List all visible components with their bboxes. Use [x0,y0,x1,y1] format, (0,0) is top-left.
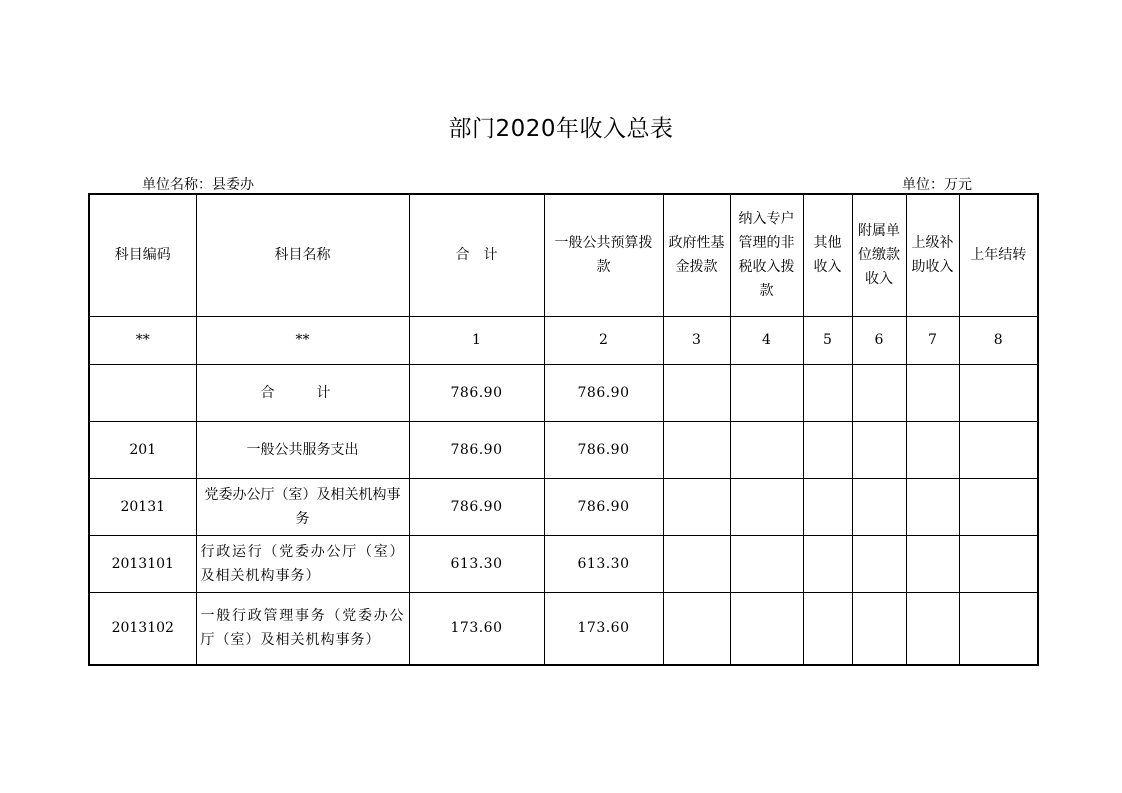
code-cell: 2013102 [89,592,196,665]
affiliated-cell [852,535,906,592]
col-header-superior: 上级补助收入 [906,194,959,316]
unit-label: 单位：万元 [902,177,972,193]
header-row [89,194,1038,316]
col-header-carryover: 上年结转 [959,194,1038,316]
carryover-cell [959,421,1038,478]
other-cell [803,535,852,592]
name-cell: 一般公共服务支出 [196,421,409,478]
total-cell: 786.90 [409,364,544,421]
index-cell: 5 [803,316,852,364]
index-cell: 7 [906,316,959,364]
superior-cell [906,421,959,478]
code-cell [89,364,196,421]
name-cell: 一般行政管理事务（党委办公厅（室）及相关机构事务） [196,592,409,665]
name-cell: 行政运行（党委办公厅（室）及相关机构事务） [196,535,409,592]
table-row [89,478,1038,535]
affiliated-cell [852,421,906,478]
page-title: 部门2020年收入总表 [448,116,674,142]
carryover-cell [959,364,1038,421]
superior-cell [906,535,959,592]
unit-name-label: 单位名称：县委办 [142,177,254,193]
total-cell: 786.90 [409,478,544,535]
general-budget-cell: 173.60 [544,592,663,665]
index-cell: 3 [663,316,730,364]
col-header-affiliated: 附属单位缴款收入 [852,194,906,316]
code-cell: 20131 [89,478,196,535]
carryover-cell [959,535,1038,592]
table-row [89,364,1038,421]
index-row [89,316,1038,364]
superior-cell [906,364,959,421]
other-cell [803,364,852,421]
affiliated-cell [852,364,906,421]
index-cell: 1 [409,316,544,364]
special-account-cell [730,535,803,592]
index-cell: 4 [730,316,803,364]
affiliated-cell [852,592,906,665]
special-account-cell [730,421,803,478]
carryover-cell [959,592,1038,665]
affiliated-cell [852,478,906,535]
special-account-cell [730,592,803,665]
other-cell [803,592,852,665]
gov-fund-cell [663,478,730,535]
carryover-cell [959,478,1038,535]
other-cell [803,478,852,535]
index-cell: 2 [544,316,663,364]
code-cell: 201 [89,421,196,478]
name-cell: 合 计 [196,364,409,421]
superior-cell [906,592,959,665]
index-cell: ** [89,316,196,364]
special-account-cell [730,478,803,535]
superior-cell [906,478,959,535]
col-header-name: 科目名称 [196,194,409,316]
col-header-other: 其他收入 [803,194,852,316]
gov-fund-cell [663,535,730,592]
gov-fund-cell [663,421,730,478]
general-budget-cell: 613.30 [544,535,663,592]
col-header-code: 科目编码 [89,194,196,316]
col-header-gov-fund: 政府性基金拨款 [663,194,730,316]
code-cell: 2013101 [89,535,196,592]
general-budget-cell: 786.90 [544,364,663,421]
other-cell [803,421,852,478]
col-header-general-budget: 一般公共预算拨款 [544,194,663,316]
gov-fund-cell [663,364,730,421]
income-summary-table [88,193,1039,666]
general-budget-cell: 786.90 [544,421,663,478]
index-cell: 8 [959,316,1038,364]
col-header-special-account: 纳入专户管理的非税收入拨款 [730,194,803,316]
gov-fund-cell [663,592,730,665]
index-cell: ** [196,316,409,364]
total-cell: 786.90 [409,421,544,478]
col-header-total: 合 计 [409,194,544,316]
total-cell: 173.60 [409,592,544,665]
total-cell: 613.30 [409,535,544,592]
table-row [89,535,1038,592]
table-row [89,421,1038,478]
table-row [89,592,1038,665]
special-account-cell [730,364,803,421]
name-cell: 党委办公厅（室）及相关机构事务 [196,478,409,535]
index-cell: 6 [852,316,906,364]
general-budget-cell: 786.90 [544,478,663,535]
